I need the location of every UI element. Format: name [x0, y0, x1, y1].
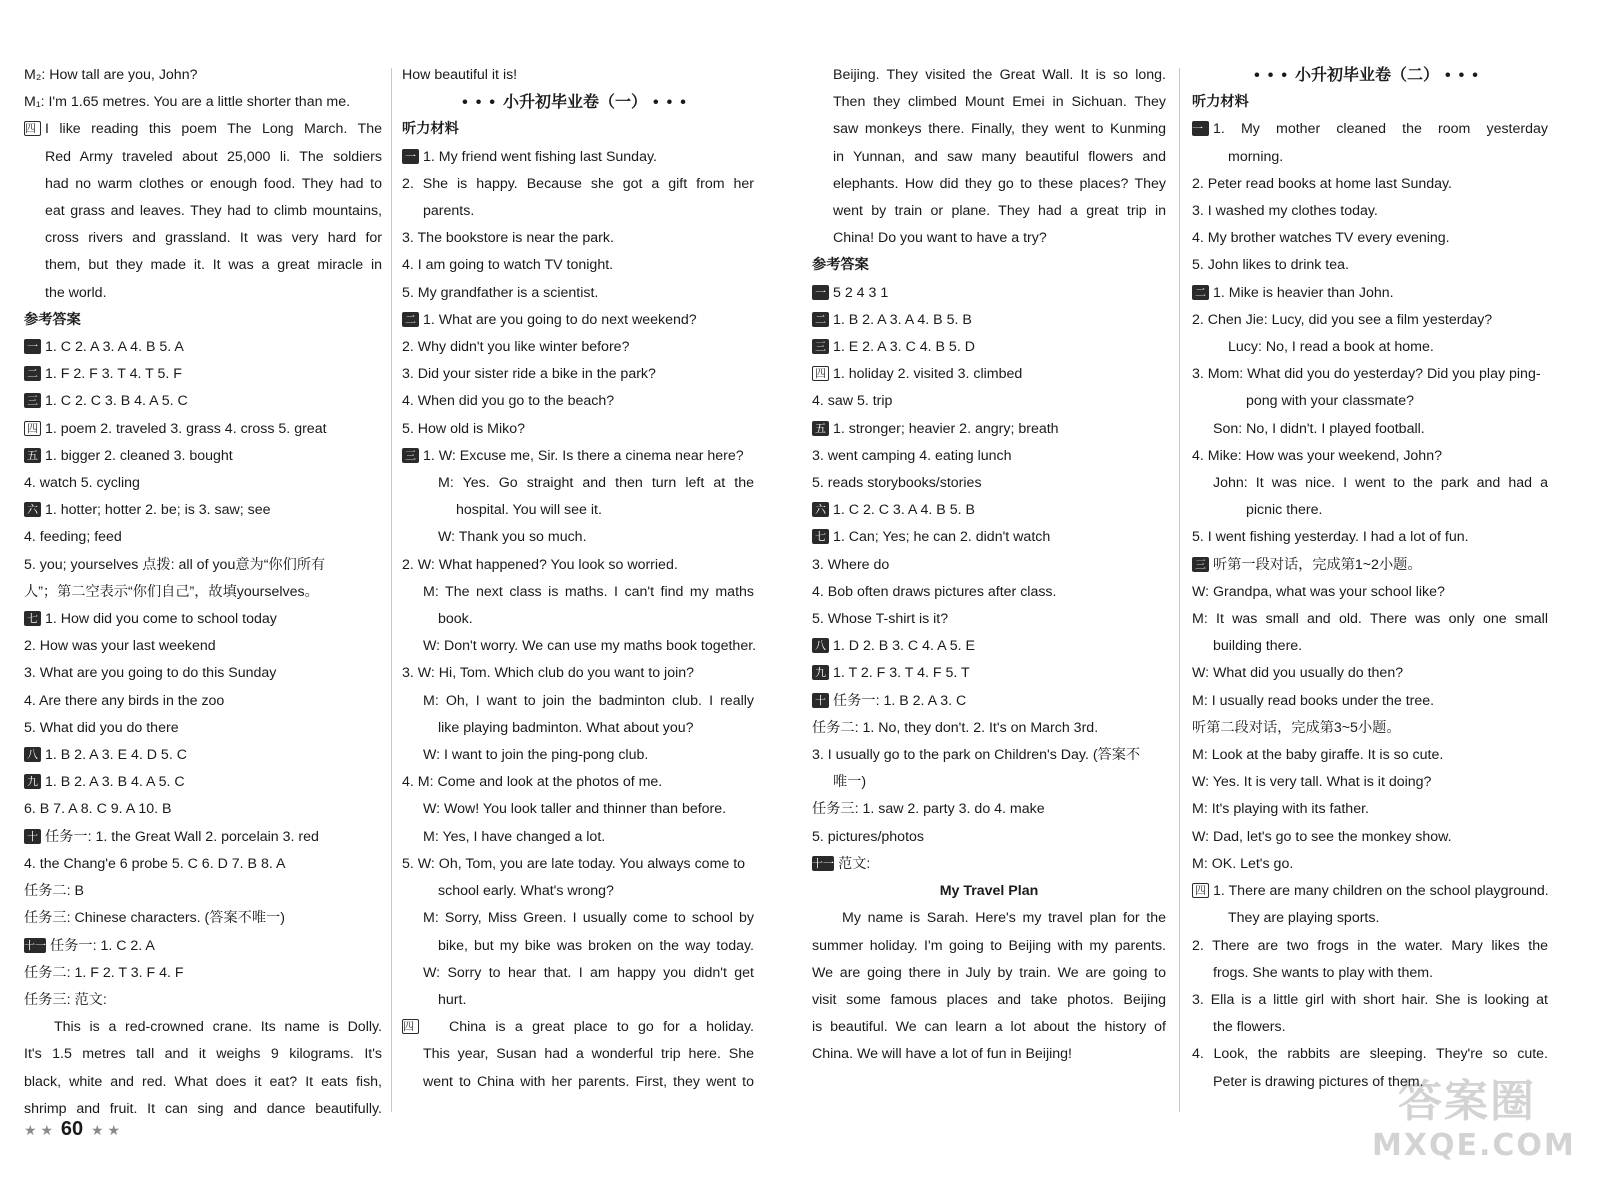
text-line: 4. My brother watches TV every evening. — [1192, 230, 1450, 247]
essay-line: China. We will have a lot of fun in Beijing! — [812, 1046, 1072, 1063]
section-number-badge: 十一 — [24, 938, 46, 952]
text-line: 四 China is a great place to go for a holiday. — [403, 1019, 754, 1036]
section-number-badge: 二 — [24, 366, 41, 381]
essay-line: This is a red-crowned crane. Its name is Dolly. — [54, 1019, 382, 1036]
essay-line: summer holiday. I'm going to Beijing with my parents. — [812, 937, 1166, 954]
answer-line: 唯一) — [833, 774, 867, 791]
text-line: the world. — [45, 284, 107, 301]
text-line: 4. Mike: How was your weekend, John? — [1192, 447, 1442, 464]
text-line: 二 1. What are you going to do next weekend? — [402, 307, 754, 334]
text-line: hurt. — [438, 991, 467, 1008]
text-line: 听第二段对话，完成第3~5小题。 — [1192, 719, 1401, 736]
text-line: M: Look at the baby giraffe. It is so cute. — [1192, 747, 1444, 764]
answer-line: 任务三: Chinese characters. (答案不唯一) — [24, 910, 285, 927]
watermark — [1372, 1076, 1576, 1168]
section-number-badge: 七 — [812, 529, 829, 544]
answer-line: 八 1. D 2. B 3. C 4. A 5. E — [812, 633, 1166, 660]
answer-line: 4. saw 5. trip — [812, 393, 893, 410]
text-line: in Yunnan, and saw many beautiful flowers and — [833, 148, 1166, 165]
section-number-badge: 九 — [24, 774, 41, 789]
answer-line: 十 任务一: 1. the Great Wall 2. porcelain 3. red — [24, 824, 382, 851]
text-line: parents. — [423, 203, 475, 220]
answer-line: 一 5 2 4 3 1 — [812, 280, 1166, 307]
answer-line: 5. What did you do there — [24, 719, 179, 736]
text-line: 3. Ella is a little girl with short hair. She is looking at — [1192, 991, 1548, 1008]
text-line: W: What did you usually do then? — [1192, 665, 1404, 682]
answer-line: 八 1. B 2. A 3. E 4. D 5. C — [24, 742, 382, 769]
text-line: 3. The bookstore is near the park. — [402, 230, 614, 247]
text-line: M: Yes, I have changed a lot. — [423, 828, 606, 845]
text-line: pong with your classmate? — [1246, 393, 1414, 410]
text-line: like playing badminton. What about you? — [438, 719, 694, 736]
text-line: 5. W: Oh, Tom, you are late today. You always come to — [402, 855, 746, 872]
answer-line: 四 1. poem 2. traveled 3. grass 4. cross 5. great — [24, 416, 382, 443]
answer-line: 三 1. E 2. A 3. C 4. B 5. D — [812, 334, 1166, 361]
text-line: elephants. How did they go to these places? They — [833, 175, 1166, 192]
text-line: W: Wow! You look taller and thinner than before. — [423, 801, 727, 818]
section-number-badge: 一 — [402, 149, 419, 164]
text-line: 5. How old is Miko? — [402, 420, 526, 437]
text-line: W: Thank you so much. — [438, 529, 587, 546]
column-1 — [24, 62, 382, 1123]
text-line: China! Do you want to have a try? — [833, 230, 1047, 247]
text-line: 5. My grandfather is a scientist. — [402, 284, 599, 301]
column-divider — [1179, 68, 1180, 1112]
text-line: W: Sorry to hear that. I am happy you didn't get — [423, 964, 754, 981]
exam-title: •••小升初毕业卷（二） ••• — [1254, 67, 1486, 84]
text-line: picnic there. — [1246, 502, 1323, 519]
section-number-badge: 三 — [1192, 557, 1209, 572]
section-number-badge: 四 — [812, 366, 829, 381]
answer-line: 六 1. C 2. C 3. A 4. B 5. B — [812, 497, 1166, 524]
section-number-badge: 八 — [24, 747, 41, 762]
text-line: morning. — [1228, 148, 1284, 165]
text-line: 一 1. My friend went fishing last Sunday. — [402, 144, 754, 171]
answer-line: 6. B 7. A 8. C 9. A 10. B — [24, 801, 172, 818]
answer-line: 3. went camping 4. eating lunch — [812, 447, 1012, 464]
text-line: had no warm clothes or enough food. They had to — [45, 175, 382, 192]
text-line: 2. W: What happened? You look so worried. — [402, 556, 678, 573]
answer-line: 4. feeding; feed — [24, 529, 122, 546]
answer-line: 4. Are there any birds in the zoo — [24, 692, 225, 709]
essay-line: My name is Sarah. Here's my travel plan for the — [842, 910, 1166, 927]
text-line: 2. Peter read books at home last Sunday. — [1192, 175, 1452, 192]
answer-line: 二 1. F 2. F 3. T 4. T 5. F — [24, 361, 382, 388]
answer-line: 4. Bob often draws pictures after class. — [812, 583, 1057, 600]
essay-line: is beautiful. We can learn a lot about the history of — [812, 1019, 1166, 1036]
answer-line: 任务二: B — [24, 883, 84, 900]
text-line: 四 1. There are many children on the school playground. — [1192, 878, 1548, 905]
text-line: M: It's playing with its father. — [1192, 801, 1369, 818]
section-number-badge: 一 — [1192, 121, 1209, 136]
text-line: This year, Susan had a wonderful trip here. She — [423, 1046, 754, 1063]
text-line: 2. Why didn't you like winter before? — [402, 339, 630, 356]
text-line: M: The next class is maths. I can't find my maths — [423, 583, 754, 600]
section-number-badge: 五 — [24, 448, 41, 463]
text-line: W: Don't worry. We can use my maths book together. — [423, 638, 757, 655]
text-line: the flowers. — [1213, 1019, 1286, 1036]
column-2 — [402, 62, 757, 1096]
text-line: 2. She is happy. Because she got a gift from her — [402, 175, 754, 192]
text-line: cross rivers and grassland. It was very hard for — [45, 230, 382, 247]
text-line: 四 I like reading this poem The Long March. The — [25, 121, 382, 138]
answer-line: 人”；第二空表示“你们自己”，故填yourselves。 — [24, 583, 319, 600]
column-divider — [391, 68, 392, 1112]
text-line: W: Grandpa, what was your school like? — [1192, 583, 1445, 600]
section-number-badge: 三 — [24, 393, 41, 408]
essay-line: visit some famous places and take photos. Beijing — [812, 991, 1166, 1008]
text-line: John: It was nice. I went to the park and had a — [1213, 475, 1548, 492]
text-line: Son: No, I didn't. I played football. — [1213, 420, 1425, 437]
section-number-badge: 十 — [24, 829, 41, 844]
text-line: 4. When did you go to the beach? — [402, 393, 615, 410]
section-number-badge: 七 — [24, 611, 41, 626]
text-line: M: Sorry, Miss Green. I usually come to school by — [423, 910, 754, 927]
answer-line: 一 1. C 2. A 3. A 4. B 5. A — [24, 334, 382, 361]
text-line: 2. Chen Jie: Lucy, did you see a film yesterday? — [1192, 311, 1493, 328]
answer-line: 七 1. How did you come to school today — [24, 606, 382, 633]
section-number-badge: 四 — [24, 121, 41, 136]
text-line: Then they climbed Mount Emei in Sichuan. They — [833, 94, 1166, 111]
text-line: M: I usually read books under the tree. — [1192, 692, 1435, 709]
page-footer — [24, 1116, 120, 1144]
text-line: They are playing sports. — [1228, 910, 1380, 927]
text-line: 二 1. Mike is heavier than John. — [1192, 280, 1548, 307]
section-number-badge: 六 — [24, 502, 41, 517]
page-number: 60 — [60, 1118, 84, 1140]
answer-line: 5. Whose T-shirt is it? — [812, 611, 949, 628]
answer-line: 5. you; yourselves 点拨: all of you意为“你们所有 — [24, 556, 326, 573]
answer-line: 九 1. T 2. F 3. T 4. F 5. T — [812, 660, 1166, 687]
answer-line: 2. How was your last weekend — [24, 638, 216, 655]
listening-heading: 听力材料 — [402, 121, 459, 138]
text-line: 4. Look, the rabbits are sleeping. They're so cute. — [1192, 1046, 1548, 1063]
text-line: Red Army traveled about 25,000 li. The soldiers — [45, 148, 382, 165]
star-icon: ★ ★ — [24, 1122, 53, 1138]
answer-line: 十一 任务一: 1. C 2. A — [24, 937, 155, 954]
text-line: frogs. She wants to play with them. — [1213, 964, 1434, 981]
text-line: M: OK. Let's go. — [1192, 855, 1294, 872]
column-4 — [1192, 62, 1548, 1096]
essay-line: shrimp and fruit. It can sing and dance beautifully. — [24, 1100, 382, 1117]
text-line: 5. I went fishing yesterday. I had a lot of fun. — [1192, 529, 1469, 546]
text-line: W: Dad, let's go to see the monkey show. — [1192, 828, 1452, 845]
text-line: M: It was small and old. There was only one small — [1192, 611, 1548, 628]
text-line: W: Yes. It is very tall. What is it doing? — [1192, 774, 1432, 791]
answer-line: 3. I usually go to the park on Children's Day. (答案不 — [812, 747, 1141, 764]
section-number-badge: 二 — [402, 312, 419, 327]
text-line: Beijing. They visited the Great Wall. It is so long. — [833, 67, 1166, 83]
text-line: 3. I washed my clothes today. — [1192, 203, 1378, 220]
text-line: book. — [438, 611, 473, 628]
text-line: 3. Mom: What did you do yesterday? Did you play ping- — [1192, 366, 1541, 383]
answer-line: 十 任务一: 1. B 2. A 3. C — [812, 688, 1166, 715]
text-line: M: Yes. Go straight and then turn left at the — [438, 475, 754, 492]
watermark-logo: 答案圈 — [1398, 1076, 1536, 1127]
answer-line: 3. Where do — [812, 556, 890, 573]
answer-line: 五 1. stronger; heavier 2. angry; breath — [812, 416, 1166, 443]
text-line: 5. John likes to drink tea. — [1192, 257, 1349, 274]
section-number-badge: 五 — [812, 421, 829, 436]
answer-line: 5. pictures/photos — [812, 828, 924, 845]
section-number-badge: 八 — [812, 638, 829, 653]
text-line: Peter is drawing pictures of them. — [1213, 1073, 1424, 1090]
section-number-badge: 四 — [402, 1019, 419, 1034]
text-line: W: I want to join the ping-pong club. — [423, 747, 649, 764]
answer-line: 六 1. hotter; hotter 2. be; is 3. saw; see — [24, 497, 382, 524]
answers-heading: 参考答案 — [24, 311, 81, 328]
answer-line: 任务三: 1. saw 2. party 3. do 4. make — [812, 801, 1045, 818]
answer-line: 十一 范文: — [812, 855, 871, 872]
text-line: hospital. You will see it. — [456, 502, 602, 519]
text-line: M₁: I'm 1.65 metres. You are a little shorter than me. — [24, 94, 351, 111]
section-number-badge: 三 — [812, 339, 829, 354]
text-line: bike, but my bike was broken on the way today. — [438, 937, 754, 954]
section-number-badge: 十 — [812, 693, 829, 708]
answer-line: 四 1. holiday 2. visited 3. climbed — [812, 361, 1166, 388]
section-number-badge: 四 — [1192, 883, 1209, 898]
essay-line: We are going there in July by train. We are going to — [812, 964, 1166, 981]
answer-line: 3. What are you going to do this Sunday — [24, 665, 277, 682]
section-number-badge: 九 — [812, 665, 829, 680]
answer-line: 5. reads storybooks/stories — [812, 475, 982, 492]
text-line: them, but they made it. It was a great miracle in — [45, 257, 382, 274]
listening-heading: 听力材料 — [1192, 94, 1249, 111]
essay-line: It's 1.5 metres tall and it weighs 9 kilograms. It's — [24, 1046, 382, 1063]
section-number-badge: 六 — [812, 502, 829, 517]
text-line: 3. Did your sister ride a bike in the park? — [402, 366, 656, 383]
text-line: How beautiful it is! — [402, 67, 518, 83]
answer-line: 任务三: 范文: — [24, 991, 107, 1008]
text-line: 三 1. W: Excuse me, Sir. Is there a cinema near here? — [402, 443, 754, 470]
column-3 — [812, 62, 1166, 1069]
text-line: saw monkeys there. Finally, they went to Kunming — [833, 121, 1166, 138]
section-number-badge: 一 — [812, 285, 829, 300]
text-line: 4. M: Come and look at the photos of me. — [402, 774, 663, 791]
text-line: building there. — [1213, 638, 1303, 655]
section-number-badge: 二 — [1192, 285, 1209, 300]
text-line: school early. What's wrong? — [438, 883, 614, 900]
star-icon: ★ ★ — [91, 1122, 121, 1138]
answer-line: 七 1. Can; Yes; he can 2. didn't watch — [812, 524, 1166, 551]
section-number-badge: 二 — [812, 312, 829, 327]
text-line: eat grass and leaves. They had to climb mountains, — [45, 203, 382, 220]
text-line: Lucy: No, I read a book at home. — [1228, 339, 1434, 356]
answer-line: 4. the Chang'e 6 probe 5. C 6. D 7. B 8. A — [24, 855, 286, 872]
text-line: M: Oh, I want to join the badminton club. I really — [423, 692, 754, 709]
essay-line: black, white and red. What does it eat? It eats fish, — [24, 1073, 382, 1090]
text-line: 4. I am going to watch TV tonight. — [402, 257, 614, 274]
essay-title: My Travel Plan — [939, 883, 1039, 900]
answer-line: 五 1. bigger 2. cleaned 3. bought — [24, 443, 382, 470]
text-line: M₂: How tall are you, John? — [24, 67, 198, 83]
answer-line: 九 1. B 2. A 3. B 4. A 5. C — [24, 769, 382, 796]
answer-line: 三 1. C 2. C 3. B 4. A 5. C — [24, 388, 382, 415]
section-number-badge: 一 — [24, 339, 41, 354]
answer-line: 二 1. B 2. A 3. A 4. B 5. B — [812, 307, 1166, 334]
section-number-badge: 十一 — [812, 856, 834, 870]
watermark-url: MXQE.COM — [1372, 1128, 1576, 1163]
text-line: went to China with her parents. First, they went to — [423, 1073, 754, 1090]
text-line: 一 1. My mother cleaned the room yesterday — [1192, 121, 1548, 138]
answer-line: 任务二: 1. F 2. T 3. F 4. F — [24, 964, 184, 981]
answer-line: 4. watch 5. cycling — [24, 475, 140, 492]
exam-title: •••小升初毕业卷（一） ••• — [462, 94, 694, 112]
answers-heading: 参考答案 — [812, 257, 869, 274]
text-line: went by train or plane. They had a great trip in — [833, 203, 1166, 220]
answer-line: 任务二: 1. No, they don't. 2. It's on March 3rd. — [812, 719, 1099, 736]
text-line: 2. There are two frogs in the water. Mary likes the — [1192, 937, 1548, 954]
text-line: 3. W: Hi, Tom. Which club do you want to join? — [402, 665, 695, 682]
section-number-badge: 三 — [402, 448, 419, 463]
section-number-badge: 四 — [24, 421, 41, 436]
text-line: 三 听第一段对话，完成第1~2小题。 — [1192, 552, 1548, 579]
